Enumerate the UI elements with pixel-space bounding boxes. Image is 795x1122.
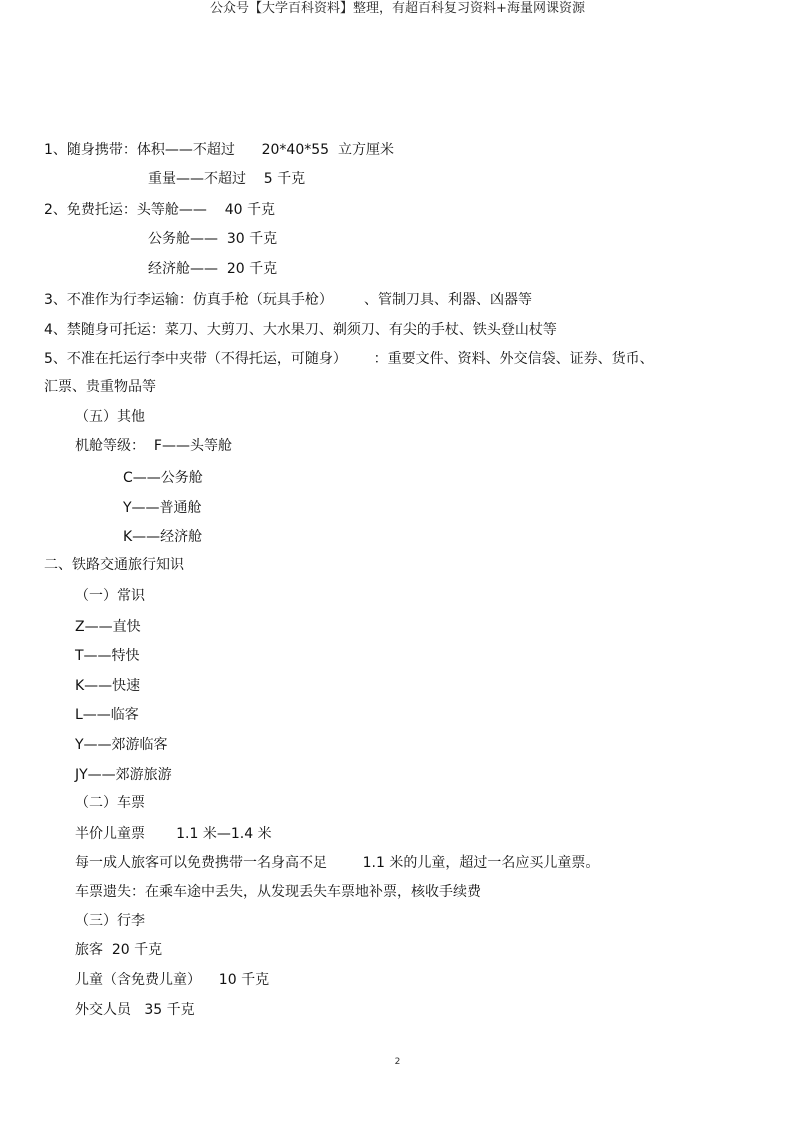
section-heading: （二）车票 <box>75 795 145 811</box>
section-heading: （三）行李 <box>75 913 145 929</box>
text-line: 旅客 20 千克 <box>75 942 163 958</box>
text-line: T——特快 <box>75 648 140 664</box>
text-line: 公务舱—— 30 千克 <box>148 231 278 247</box>
text-line: 外交人员 35 千克 <box>75 1002 195 1018</box>
page-header: 公众号【大学百科资料】整理，有超百科复习资料+海量网课资源 <box>210 1 585 16</box>
text-line: 4、禁随身可托运：菜刀、大剪刀、大水果刀、剃须刀、有尖的手杖、铁头登山杖等 <box>44 322 557 338</box>
section-heading: （五）其他 <box>75 409 145 425</box>
text-line: 1、随身携带：体积——不超过 20*40*55 立方厘米 <box>44 142 394 158</box>
section-heading: 二、铁路交通旅行知识 <box>44 557 184 573</box>
text-line: K——经济舱 <box>123 529 203 545</box>
text-line: 车票遗失：在乘车途中丢失，从发现丢失车票地补票，核收手续费 <box>75 884 481 900</box>
text-line: 2、免费托运：头等舱—— 40 千克 <box>44 202 275 218</box>
text-line: JY——郊游旅游 <box>75 767 172 783</box>
text-line: C——公务舱 <box>123 470 203 486</box>
section-heading: （一）常识 <box>75 588 145 604</box>
text-line: Y——郊游临客 <box>75 737 168 753</box>
text-line: 3、不准作为行李运输：仿真手枪（玩具手枪） 、管制刀具、利器、凶器等 <box>44 292 533 308</box>
text-line: 机舱等级： F——头等舱 <box>75 438 232 454</box>
text-line: 经济舱—— 20 千克 <box>148 261 278 277</box>
text-line: 5、不准在托运行李中夹带（不得托运，可随身） ：重要文件、资料、外交信袋、证券、货币、 <box>44 351 654 367</box>
text-line: 儿童（含免费儿童） 10 千克 <box>75 972 270 988</box>
text-line: L——临客 <box>75 707 139 723</box>
text-line: 每一成人旅客可以免费携带一名身高不足 1.1 米的儿童，超过一名应买儿童票。 <box>75 855 600 871</box>
text-line: Y——普通舱 <box>123 500 202 516</box>
page-number: 2 <box>394 1057 401 1067</box>
text-line: Z——直快 <box>75 619 141 635</box>
text-line: K——快速 <box>75 678 141 694</box>
text-line: 半价儿童票 1.1 米—1.4 米 <box>75 826 272 842</box>
text-line: 汇票、贵重物品等 <box>44 379 156 395</box>
text-line: 重量——不超过 5 千克 <box>148 171 306 187</box>
